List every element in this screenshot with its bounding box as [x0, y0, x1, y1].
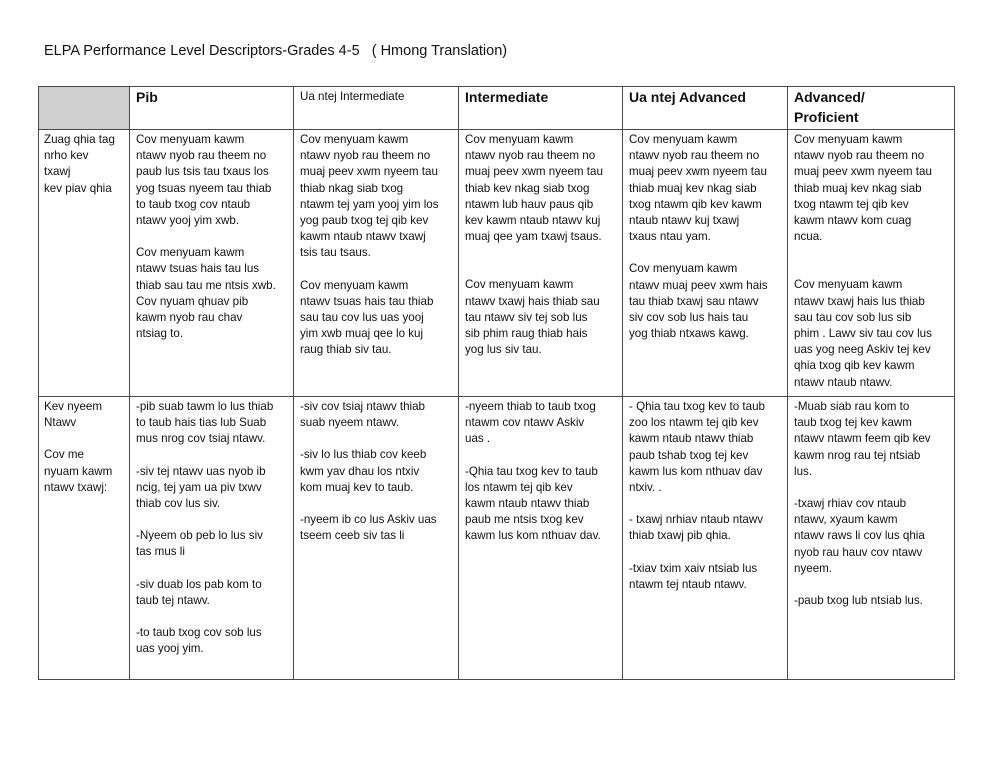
cell-text-line: ntawv nyob rau theem no: [794, 149, 925, 163]
line-gap: [44, 431, 126, 447]
cell-text-line: paub tshab txog tej kev: [629, 448, 749, 462]
row-label-reading: [39, 397, 130, 680]
cell-text-line: Cov nyuam qhuav pib: [136, 294, 249, 308]
cell-text-line: -txiav txim xaiv ntsiab lus: [629, 561, 758, 575]
cell-text-line: phim . Lawv siv tau cov lus: [794, 327, 932, 341]
cell-text-line: Ua ntej Intermediate: [300, 90, 405, 103]
cell-text-line: sau tau cov sob lus sib: [794, 310, 912, 324]
cell-text-line: muaj peev xwm nyeem tau: [465, 165, 603, 179]
cell-text-line: -paub txog lub ntsiab lus.: [794, 594, 923, 608]
performance-level-table: [38, 86, 955, 680]
cell-text-line: kawm lus kom nthuav dav.: [465, 529, 601, 543]
cell-text-line: Cov menyuam kawm: [465, 133, 574, 146]
cell-text-line: Advanced/: [794, 89, 865, 105]
cell-text-line: yog paub txog tej qib kev: [300, 214, 429, 228]
cell-text-line: uas yog neeg Askiv tej kev: [794, 343, 931, 357]
cell-text-line: paub me ntsis txog kev: [465, 513, 584, 527]
line-gap: [629, 245, 781, 261]
cell-text-line: ntawv raws li cov lus qhia: [794, 529, 925, 543]
cell-text-line: Cov menyuam kawm: [629, 262, 738, 276]
line-gap: [794, 480, 948, 496]
cell-text-line: kawm nyob rau chav: [136, 311, 243, 325]
cell-text-line: uas .: [465, 432, 491, 446]
cell-text-line: ncig, tej yam ua piv txwv: [136, 480, 262, 494]
cell-text-line: - txawj nrhiav ntaub ntawv: [629, 513, 764, 527]
cell-ua-ntej-advanced: [623, 130, 788, 397]
cell-text-line: Cov menyuam kawm: [794, 278, 903, 292]
cell-text-line: ntawv nyob rau theem no: [629, 149, 760, 163]
cell-text-line: kawm ntaub ntawv txawj: [300, 230, 426, 244]
cell-text-line: Ua ntej Advanced: [629, 89, 746, 105]
line-gap: [300, 262, 452, 278]
cell-text-line: Cov menyuam kawm: [465, 278, 574, 292]
cell-ua-ntej-advanced: [623, 397, 788, 680]
header-cell-blank: [39, 87, 130, 130]
cell-text-line: -Qhia tau txog kev to taub: [465, 464, 598, 478]
cell-text-line: Cov menyuam kawm: [794, 133, 903, 146]
cell-text-line: ntxiv. .: [629, 481, 662, 495]
cell-text-line: tseem ceeb siv tas li: [300, 529, 405, 543]
line-gap: [300, 431, 452, 447]
cell-text-line: ntawv txawj hais lus thiab: [794, 294, 925, 308]
cell-text-line: yog lus siv tau.: [465, 343, 542, 357]
cell-text-line: kev kawm ntaub ntawv kuj: [465, 214, 601, 228]
cell-text-line: txaus ntau yam.: [629, 230, 711, 244]
cell-text-line: ntawv ntaub ntawv.: [794, 375, 893, 389]
cell-intermediate: [459, 397, 623, 680]
line-gap: [465, 448, 616, 464]
line-gap: [136, 448, 287, 464]
cell-text-line: -pib suab tawm lo lus thiab: [136, 400, 274, 413]
cell-text-line: thiab muaj kev nkag siab: [794, 181, 922, 195]
cell-text-line: nyuam kawm: [44, 464, 113, 478]
line-gap: [136, 229, 287, 245]
cell-text-line: muaj peev xwm nyeem tau: [300, 165, 438, 179]
cell-text-line: to taub hais tias lub Suab: [136, 416, 267, 430]
cell-text-line: txog ntawm tej qib kev: [794, 197, 909, 211]
cell-text-line: paub lus tsis tau txaus los: [136, 165, 269, 179]
cell-text-line: thiab cov lus siv.: [136, 497, 221, 511]
cell-text-line: ntawv yooj yim xwb.: [136, 214, 240, 228]
cell-text-line: qhia txog qib kev kawm: [794, 359, 915, 373]
cell-text-line: nyob rau hauv cov ntawv: [794, 545, 923, 559]
line-gap: [136, 561, 287, 577]
cell-ua-ntej-intermediate: [294, 397, 459, 680]
cell-text-line: ntawm lub hauv paus qib: [465, 197, 594, 211]
line-gap: [45, 89, 123, 105]
cell-text-line: uas yooj yim.: [136, 642, 204, 656]
cell-text-line: Kev nyeem: [44, 400, 102, 413]
cell-text-line: yog tsuas nyeem tau thiab: [136, 181, 272, 195]
table-row-reading: [39, 397, 955, 680]
cell-text-line: yim xwb muaj qee lo kuj: [300, 327, 424, 341]
cell-text-line: Cov menyuam kawm: [136, 133, 245, 146]
cell-ua-ntej-intermediate: [294, 130, 459, 397]
cell-text-line: muaj peev xwm nyeem tau: [794, 165, 932, 179]
line-gap: [136, 512, 287, 528]
cell-text-line: sib phim raug thiab hais: [465, 327, 588, 341]
cell-text-line: thiab muaj kev nkag siab: [629, 181, 757, 195]
cell-text-line: Zuag qhia tag: [44, 133, 115, 146]
cell-text-line: Proficient: [794, 109, 859, 125]
cell-text-line: ntawm tej yam yooj yim los: [300, 197, 439, 211]
cell-intermediate: [459, 130, 623, 397]
line-gap: [629, 545, 781, 561]
header-cell-ua-ntej-advanced: [623, 87, 788, 130]
cell-text-line: ntawv nyob rau theem no: [465, 149, 596, 163]
cell-text-line: yog thiab ntxaws kawg.: [629, 327, 749, 341]
header-cell-ua-ntej-intermediate: [294, 87, 459, 130]
cell-text-line: los ntawm tej qib kev: [465, 480, 573, 494]
cell-text-line: tsis tau tsaus.: [300, 246, 371, 260]
cell-text-line: ntawv tsuas hais tau thiab: [300, 294, 434, 308]
cell-text-line: kawm lus kom nthuav dav: [629, 464, 763, 478]
line-gap: [300, 496, 452, 512]
cell-text-line: sau tau cov lus uas yooj: [300, 311, 424, 325]
row-label-overall: [39, 130, 130, 397]
header-cell-pib: [130, 87, 294, 130]
cell-text-line: Cov menyuam kawm: [629, 133, 738, 146]
cell-text-line: txawj: [44, 165, 71, 179]
cell-text-line: zoo los ntawm tej qib kev: [629, 416, 759, 430]
cell-text-line: ntawv txawj:: [44, 480, 108, 494]
cell-text-line: ntawm tej ntaub ntawv.: [629, 577, 747, 591]
cell-text-line: mus nrog cov tsiaj ntawv.: [136, 432, 266, 446]
cell-text-line: ntawv txawj hais thiab sau: [465, 294, 600, 308]
header-cell-advanced-proficient: [788, 87, 955, 130]
cell-text-line: siv cov sob lus hais tau: [629, 311, 749, 325]
line-gap: [794, 261, 948, 277]
cell-text-line: kawm ntaub ntawv thiab: [465, 497, 590, 511]
line-gap: [629, 496, 781, 512]
cell-text-line: nrho kev: [44, 149, 89, 163]
cell-text-line: muaj qee yam txawj tsaus.: [465, 230, 602, 244]
cell-text-line: -to taub txog cov sob lus: [136, 626, 262, 640]
cell-text-line: -Nyeem ob peb lo lus siv: [136, 529, 263, 543]
cell-text-line: ntawv tsuas hais tau lus: [136, 262, 260, 276]
cell-text-line: kawm ntaub ntawv thiab: [629, 432, 754, 446]
cell-text-line: thiab txawj pib qhia.: [629, 529, 731, 543]
line-gap: [465, 261, 616, 277]
header-cell-intermediate: [459, 87, 623, 130]
cell-text-line: Intermediate: [465, 89, 549, 105]
cell-text-line: raug thiab siv tau.: [300, 343, 392, 357]
cell-text-line: ntaub ntawv kuj txawj: [629, 214, 740, 228]
cell-pib: [130, 397, 294, 680]
cell-text-line: ntawv muaj peev xwm hais: [629, 278, 768, 292]
cell-text-line: thiab kev nkag siab txog: [465, 181, 590, 195]
cell-text-line: ntsiag to.: [136, 327, 184, 341]
cell-text-line: suab nyeem ntawv.: [300, 416, 400, 430]
cell-text-line: kwm yav dhau los ntxiv: [300, 464, 420, 478]
cell-text-line: thiab sau tau me ntsis xwb.: [136, 278, 276, 292]
cell-text-line: Cov menyuam kawm: [300, 133, 409, 146]
header-row: [39, 87, 955, 130]
cell-text-line: muaj peev xwm nyeem tau: [629, 165, 767, 179]
cell-text-line: kawm nrog rau tej ntsiab: [794, 448, 921, 462]
cell-text-line: ncua.: [794, 230, 823, 244]
cell-text-line: -nyeem thiab to taub txog: [465, 400, 596, 413]
cell-advanced-proficient: [788, 397, 955, 680]
cell-text-line: txog ntawm qib kev kawm: [629, 197, 762, 211]
cell-text-line: taub txog tej kev kawm: [794, 416, 912, 430]
cell-text-line: -Muab siab rau kom to: [794, 400, 910, 413]
cell-text-line: nyeem.: [794, 561, 833, 575]
cell-text-line: -siv lo lus thiab cov keeb: [300, 448, 427, 462]
cell-text-line: ntawv nyob rau theem no: [300, 149, 431, 163]
cell-text-line: - Qhia tau txog kev to taub: [629, 400, 765, 413]
cell-text-line: -siv tej ntawv uas nyob ib: [136, 464, 266, 478]
cell-text-line: kawm ntawv kom cuag: [794, 214, 912, 228]
cell-text-line: tau ntawv siv tej sob lus: [465, 310, 588, 324]
cell-text-line: tas mus li: [136, 545, 185, 559]
cell-text-line: ntawv ntawm feem qib kev: [794, 432, 931, 446]
line-gap: [794, 245, 948, 261]
cell-text-line: -siv cov tsiaj ntawv thiab: [300, 400, 426, 413]
line-gap: [465, 245, 616, 261]
cell-text-line: ntawv nyob rau theem no: [136, 149, 267, 163]
cell-text-line: thiab nkag siab txog: [300, 181, 404, 195]
cell-text-line: -siv duab los pab kom to: [136, 577, 262, 591]
cell-text-line: lus.: [794, 464, 813, 478]
line-gap: [136, 609, 287, 625]
cell-text-line: ntawv, xyaum kawm: [794, 513, 898, 527]
cell-text-line: tau thiab txawj sau ntawv: [629, 294, 759, 308]
cell-text-line: Pib: [136, 89, 158, 105]
cell-text-line: -nyeem ib co lus Askiv uas: [300, 513, 437, 527]
document-title: ELPA Performance Level Descriptors-Grades 4-5 ( Hmong Translation): [44, 43, 508, 59]
cell-text-line: Cov menyuam kawm: [300, 278, 409, 292]
cell-pib: [130, 130, 294, 397]
cell-text-line: kom muaj kev to taub.: [300, 480, 414, 494]
cell-text-line: ntawm cov ntawv Askiv: [465, 416, 585, 430]
cell-text-line: kev piav qhia: [44, 181, 112, 195]
line-gap: [794, 577, 948, 593]
table-row-overall-skills: [39, 130, 955, 397]
cell-text-line: Cov menyuam kawm: [136, 246, 245, 260]
cell-text-line: -txawj rhiav cov ntaub: [794, 497, 907, 511]
cell-text-line: Cov me: [44, 448, 84, 462]
cell-text-line: to taub txog cov ntaub: [136, 197, 251, 211]
cell-text-line: Ntawv: [44, 416, 77, 430]
cell-text-line: taub tej ntawv.: [136, 593, 210, 607]
cell-advanced-proficient: [788, 130, 955, 397]
